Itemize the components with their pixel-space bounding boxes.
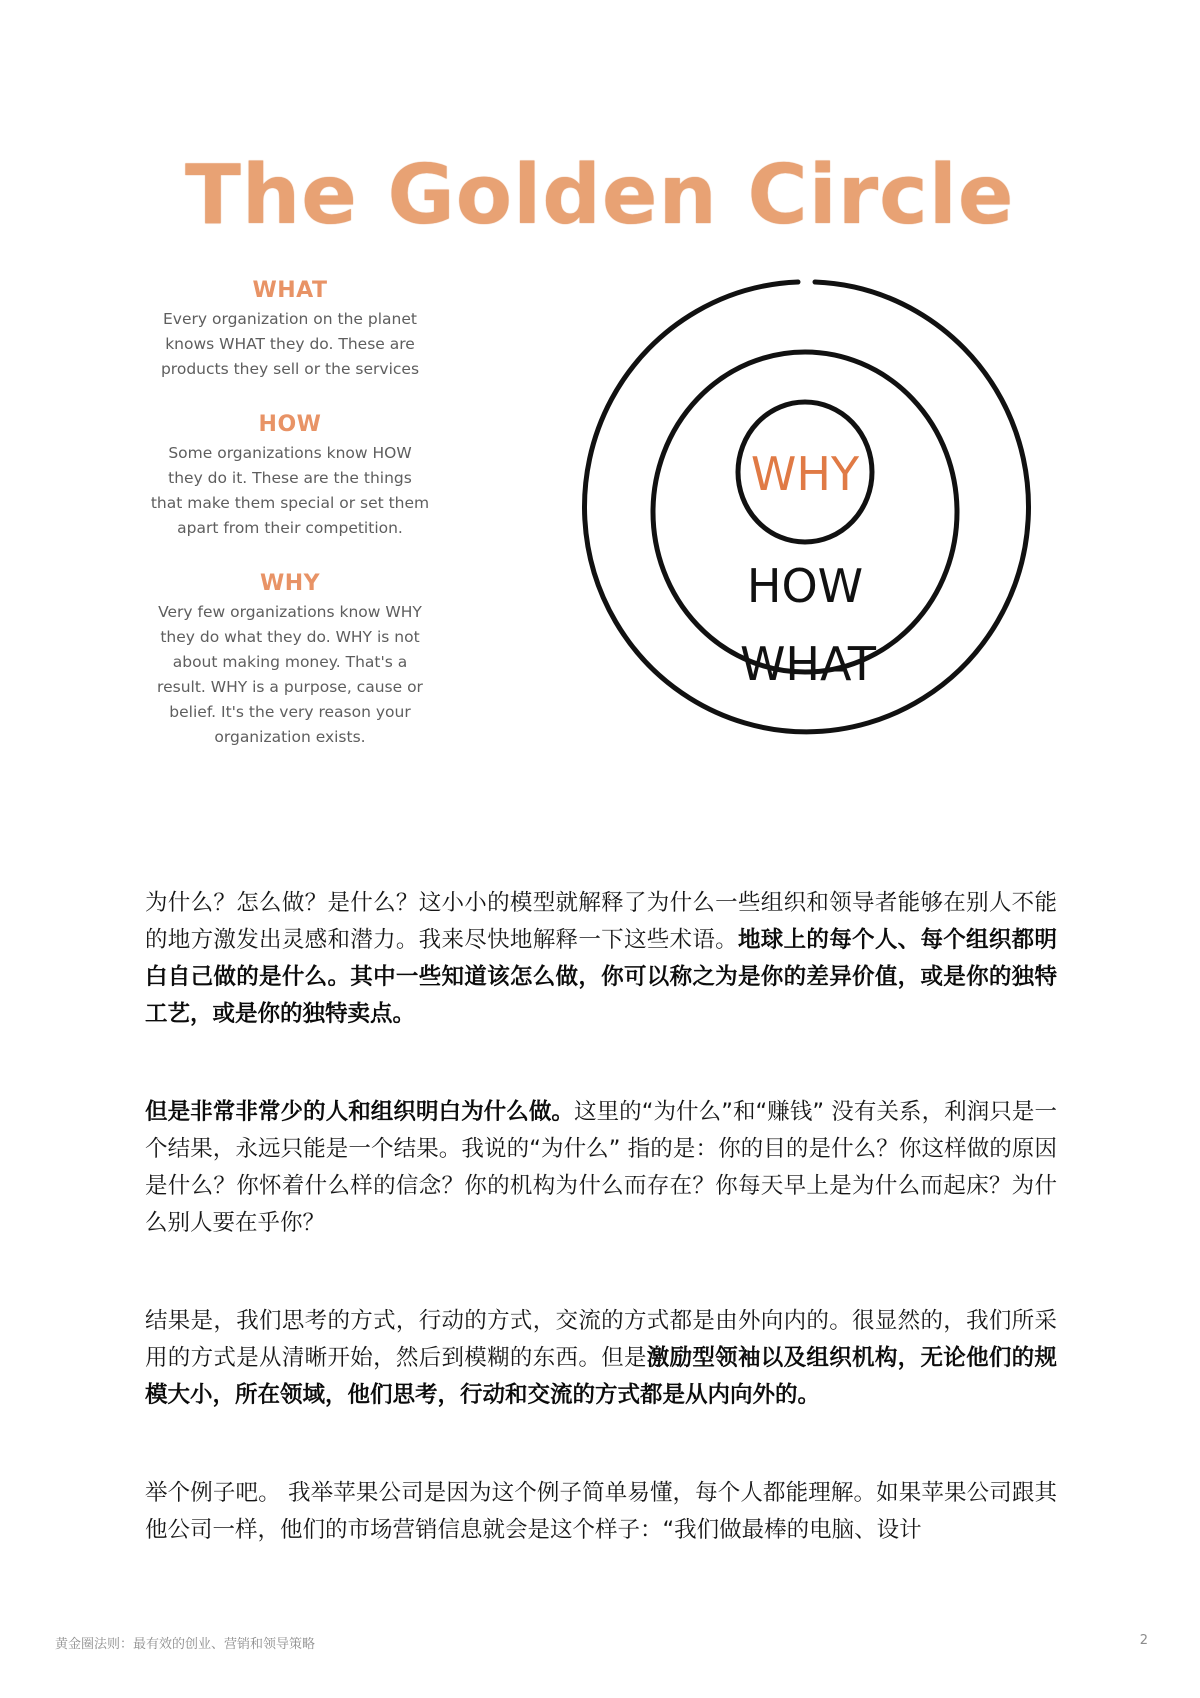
paragraph-2-plain: 这里的“为什么”和“赚钱” 没有关系，利润只是一个结果，永远只能是一个结果。我说的“为什么” 指的是：你的目的是什么？你这样做的原因是什么？你怀着什么样的信念？你的机构为什么而存在？你每天早上是为什么而起床？为什么别人要在乎你？: [145, 1099, 1057, 1236]
paragraph-3-plain: 结果是，我们思考的方式，行动的方式，交流的方式都是由外向内的。很显然的，我们所采用的方式是从清晰开始，然后到模糊的东西。但是: [145, 1308, 1057, 1371]
footer-title: 黄金圈法则：最有效的创业、营销和领导策略: [55, 1637, 316, 1652]
paragraph-1: [145, 885, 1057, 1033]
paragraph-4: [145, 1475, 1057, 1549]
legend-text-what: Every organization on the planet knows WHAT they do. These are products they sell or the services: [160, 310, 420, 378]
legend-how: [145, 412, 435, 541]
circle-label-how: HOW: [746, 559, 864, 613]
legend-heading-how: HOW: [258, 412, 322, 437]
circle-label-what: WHAT: [739, 637, 877, 691]
legend-text-why: Very few organizations know WHY they do what they do. WHY is not about making money. That's a result. WHY is a purpose, cause or belief. It's the very reason your organization exists.: [157, 603, 423, 746]
paragraph-1-plain: 为什么？怎么做？是什么？这小小的模型就解释了为什么一些组织和领导者能够在别人不能的地方激发出灵感和潜力。我来尽快地解释一下这些术语。: [145, 890, 1057, 953]
figure-title: The Golden Circle: [185, 148, 1015, 243]
paragraph-3-bold: 激励型领袖以及组织机构，无论他们的规模大小，所在领域，他们思考，行动和交流的方式都是从内向外的。: [145, 1345, 1057, 1408]
paragraph-4-plain: 举个例子吧。 我举苹果公司是因为这个例子简单易懂，每个人都能理解。如果苹果公司跟其他公司一样，他们的市场营销信息就会是这个样子：“我们做最棒的电脑、设计: [145, 1480, 1057, 1543]
paragraph-2: [145, 1094, 1057, 1242]
page-number: 2: [1139, 1633, 1148, 1648]
legend-heading-what: WHAT: [252, 278, 328, 303]
paragraph-1-bold: 地球上的每个人、每个组织都明白自己做的是什么。其中一些知道该怎么做，你可以称之为是你的差异价值，或是你的独特工艺，或是你的独特卖点。: [145, 927, 1057, 1027]
golden-circle-figure: [140, 135, 1060, 795]
circle-label-why: WHY: [750, 447, 860, 501]
article-body: [145, 885, 1057, 1610]
paragraph-3: [145, 1303, 1057, 1414]
legend-text-how: Some organizations know HOW they do it. These are the things that make them special or set them apart from their competition.: [150, 444, 430, 537]
concentric-circles-diagram: [560, 270, 1060, 790]
legend-heading-why: WHY: [259, 571, 321, 596]
figure-legend: [145, 278, 435, 780]
paragraph-2-bold: 但是非常非常少的人和组织明白为什么做。: [145, 1099, 574, 1125]
legend-why: [145, 571, 435, 750]
legend-what: [145, 278, 435, 382]
